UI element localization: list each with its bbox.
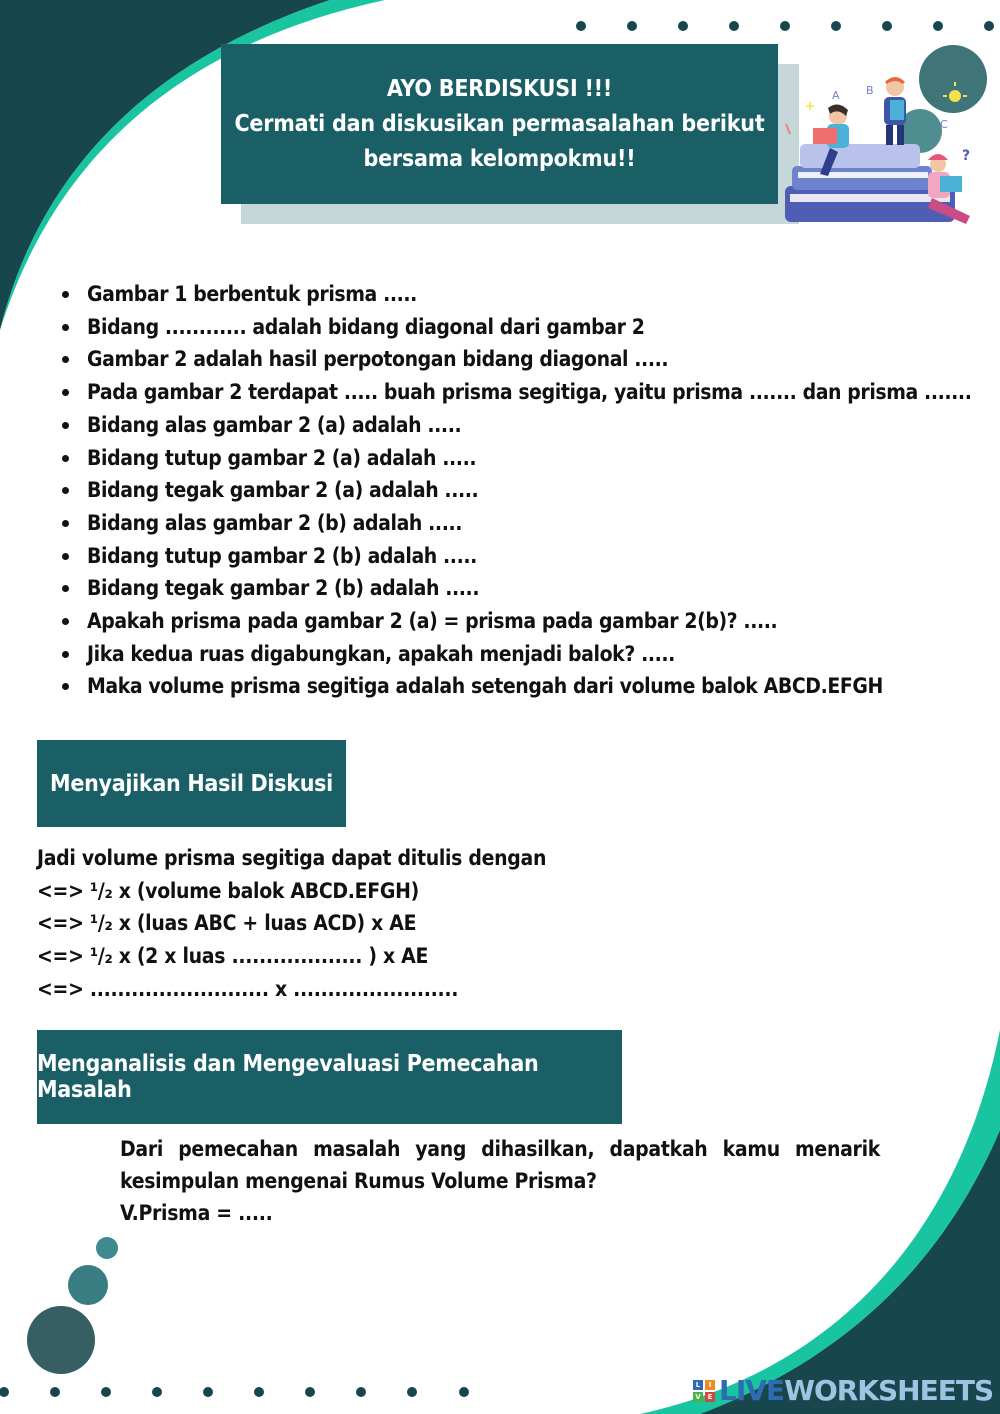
sparkle-icon (806, 102, 814, 110)
discussion-questions-list (60, 278, 972, 703)
header-banner (221, 44, 778, 204)
derivation-line: <=> ¹/₂ x (2 x luas ................... ) x AE (37, 944, 429, 969)
book-top (800, 144, 920, 168)
question-item: Bidang tutup gambar 2 (b) adalah ..... (60, 540, 920, 573)
question-item: Maka volume prisma segitiga adalah setengah dari volume balok ABCD.EFGH (60, 670, 920, 703)
header-instruction-line1: Cermati dan diskusikan permasalahan berikut (234, 110, 765, 137)
question-item: Bidang tegak gambar 2 (a) adalah ..... (60, 474, 920, 507)
question-item: Bidang tegak gambar 2 (b) adalah ..... (60, 572, 920, 605)
top-dot-row (576, 21, 994, 31)
lightbulb-circle (919, 45, 987, 113)
bubble-large (27, 1306, 95, 1374)
question-item: Gambar 1 berbentuk prisma ..... (60, 278, 920, 311)
question-mark-icon: ? (962, 148, 971, 164)
question-item: Bidang alas gambar 2 (a) adalah ..... (60, 409, 920, 442)
question-item: Jika kedua ruas digabungkan, apakah menjadi balok? ..... (60, 638, 920, 671)
header-instruction-line2: bersama kelompokmu!! (363, 145, 636, 172)
watermark-text-strong: LIVE (719, 1374, 785, 1407)
prism-volume-answer: V.Prisma = ..... (120, 1201, 273, 1225)
header-title: AYO BERDISKUSI !!! (386, 75, 613, 102)
derivation-line: <=> ¹/₂ x (volume balok ABCD.EFGH) (37, 878, 419, 903)
liveworksheets-logo-icon: L I V E (693, 1380, 715, 1402)
watermark-text-light: WORKSHEETS (784, 1374, 994, 1407)
section-heading-presenting: Menyajikan Hasil Diskusi (37, 740, 346, 827)
question-item: Bidang ............ adalah bidang diagonal dari gambar 2 (60, 311, 920, 344)
question-item: Gambar 2 adalah hasil perpotongan bidang diagonal ..... (60, 343, 920, 376)
question-item: Bidang tutup gambar 2 (a) adalah ..... (60, 442, 920, 475)
liveworksheets-watermark (693, 1374, 993, 1407)
bubble-small (96, 1237, 118, 1259)
illustration-letter-a: A (832, 89, 840, 102)
volume-derivation-steps (37, 842, 546, 1006)
question-item: Bidang alas gambar 2 (b) adalah ..... (60, 507, 920, 540)
students-reading-illustration (780, 44, 1000, 244)
watermark-text (719, 1374, 993, 1407)
question-item: Pada gambar 2 terdapat ..... buah prisma segitiga, yaitu prisma ....... dan prisma ....... (60, 376, 920, 409)
conclusion-question: Dari pemecahan masalah yang dihasilkan, dapatkah kamu menarik kesimpulan mengenai Rumus Volume Prisma? (120, 1137, 880, 1193)
derivation-line: <=> .......................... x ........................ (37, 976, 459, 1001)
question-item: Apakah prisma pada gambar 2 (a) = prisma pada gambar 2(b)? ..... (60, 605, 920, 638)
illustration-letter-b: B (866, 84, 874, 97)
bubble-medium (68, 1265, 108, 1305)
bottom-dot-row (0, 1387, 469, 1397)
derivation-line: Jadi volume prisma segitiga dapat ditulis dengan (37, 846, 547, 870)
conclusion-block (120, 1133, 880, 1229)
derivation-line: <=> ¹/₂ x (luas ABC + luas ACD) x AE (37, 911, 417, 936)
section-heading-evaluating: Menganalisis dan Mengevaluasi Pemecahan Masalah (37, 1030, 622, 1124)
illustration-letter-c: C (940, 118, 948, 131)
